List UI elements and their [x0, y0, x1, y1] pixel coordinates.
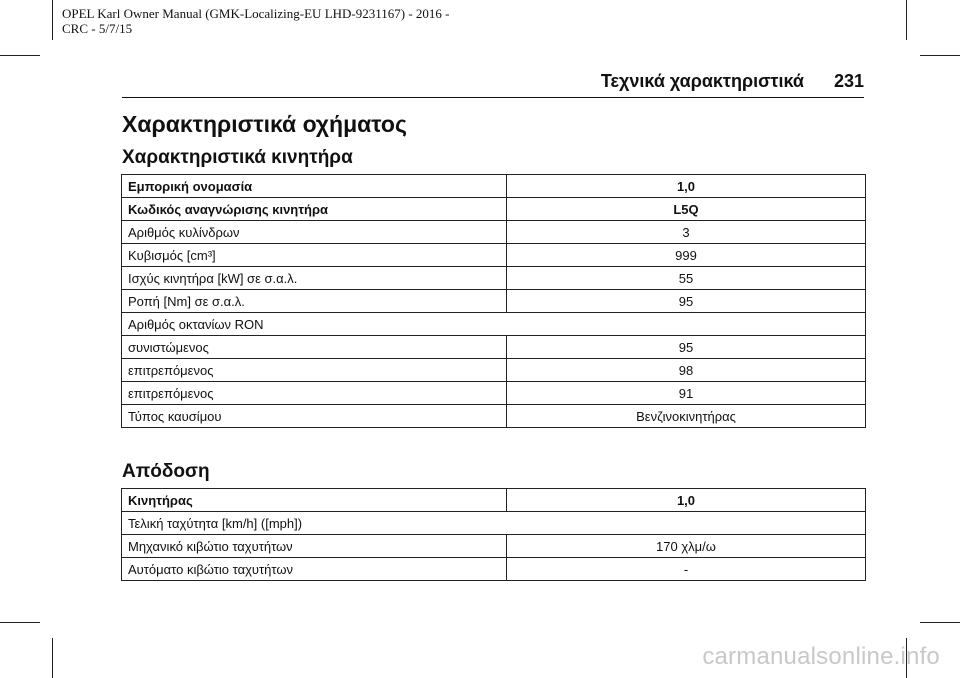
- spec-value: L5Q: [507, 198, 866, 221]
- crop-mark: [52, 638, 53, 678]
- watermark-text: carmanualsonline.info: [702, 643, 940, 670]
- spec-row: [122, 267, 866, 290]
- spec-value: 1,0: [507, 175, 866, 198]
- spec-value: 999: [507, 244, 866, 267]
- spec-value: Βενζινοκινητήρας: [507, 405, 866, 428]
- spec-row: [122, 535, 866, 558]
- running-head: [122, 70, 864, 92]
- spec-row: [122, 489, 866, 512]
- spec-row: [122, 405, 866, 428]
- spec-row: [122, 290, 866, 313]
- spec-row: [122, 198, 866, 221]
- spec-value: 55: [507, 267, 866, 290]
- meta-line-1: OPEL Karl Owner Manual (GMK-Localizing-EU LHD-9231167) - 2016 -: [62, 6, 450, 21]
- page-number: 231: [833, 71, 864, 91]
- spec-row: [122, 512, 866, 535]
- crop-mark: [0, 55, 40, 56]
- crop-mark: [0, 622, 40, 623]
- spec-label: Εμπορική ονομασία: [122, 175, 507, 198]
- spec-label: Αυτόματο κιβώτιο ταχυτήτων: [122, 558, 507, 581]
- header-rule: [122, 97, 864, 98]
- spec-label: Μηχανικό κιβώτιο ταχυτήτων: [122, 535, 507, 558]
- running-head-section: Τεχνικά χαρακτηριστικά: [600, 71, 804, 91]
- spec-value: 95: [507, 336, 866, 359]
- spec-label: Κυβισμός [cm³]: [122, 244, 507, 267]
- spec-label: Αριθμός οκτανίων RON: [122, 313, 866, 336]
- crop-mark: [52, 0, 53, 40]
- spec-row: [122, 175, 866, 198]
- spec-label: Ροπή [Nm] σε σ.α.λ.: [122, 290, 507, 313]
- spec-value: 170 χλμ/ω: [507, 535, 866, 558]
- spec-row: [122, 221, 866, 244]
- spec-label: Αριθμός κυλίνδρων: [122, 221, 507, 244]
- spec-label: επιτρεπόμενος: [122, 359, 507, 382]
- document-meta-header: [62, 6, 450, 36]
- spec-value: 98: [507, 359, 866, 382]
- page-title: Χαρακτηριστικά οχήματος: [122, 111, 407, 137]
- spec-row: [122, 313, 866, 336]
- performance-spec-table: [121, 488, 866, 581]
- spec-label: συνιστώμενος: [122, 336, 507, 359]
- spec-value: 3: [507, 221, 866, 244]
- performance-section-title: Απόδοση: [122, 461, 210, 482]
- engine-spec-table: [121, 174, 866, 428]
- spec-label: επιτρεπόμενος: [122, 382, 507, 405]
- spec-row: [122, 359, 866, 382]
- spec-row: [122, 244, 866, 267]
- spec-label: Κινητήρας: [122, 489, 507, 512]
- spec-label: Τύπος καυσίμου: [122, 405, 507, 428]
- meta-line-2: CRC - 5/7/15: [62, 21, 133, 36]
- spec-label: Τελική ταχύτητα [km/h] ([mph]): [122, 512, 866, 535]
- engine-section-title: Χαρακτηριστικά κινητήρα: [122, 147, 353, 168]
- spec-value: -: [507, 558, 866, 581]
- spec-value: 91: [507, 382, 866, 405]
- spec-value: 1,0: [507, 489, 866, 512]
- spec-row: [122, 558, 866, 581]
- crop-mark: [920, 55, 960, 56]
- spec-row: [122, 382, 866, 405]
- crop-mark: [920, 622, 960, 623]
- spec-label: Ισχύς κινητήρα [kW] σε σ.α.λ.: [122, 267, 507, 290]
- crop-mark: [906, 0, 907, 40]
- spec-label: Κωδικός αναγνώρισης κινητήρα: [122, 198, 507, 221]
- spec-row: [122, 336, 866, 359]
- spec-value: 95: [507, 290, 866, 313]
